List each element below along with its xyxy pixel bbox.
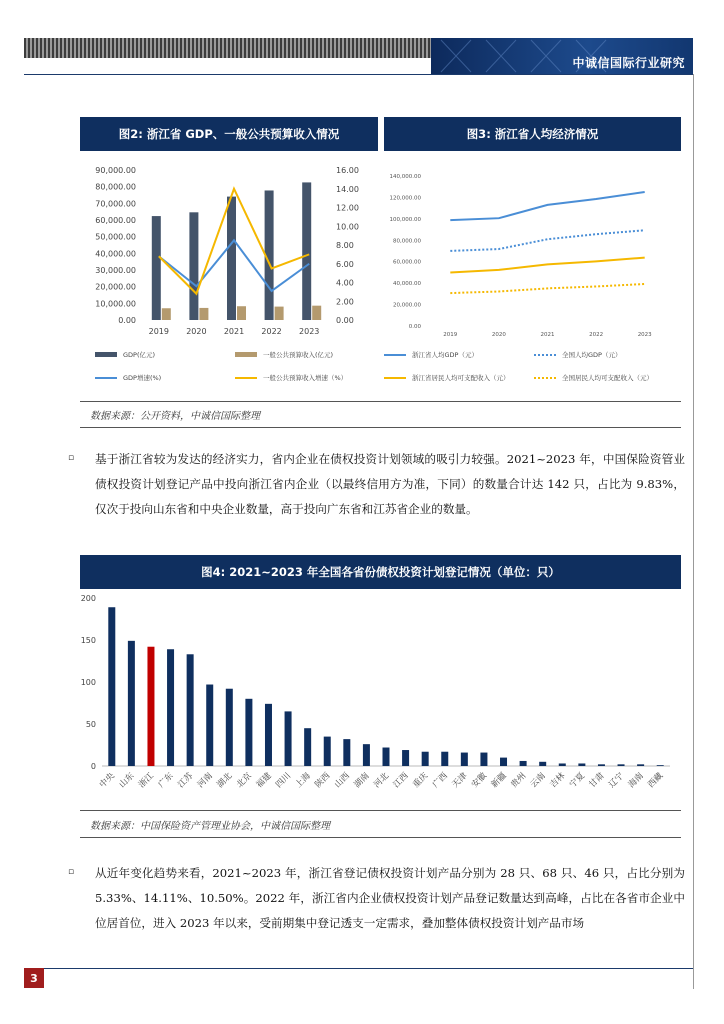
gdp-bar (302, 182, 311, 320)
province-bar (539, 762, 546, 766)
paragraph-1: 基于浙江省较为发达的经济实力，省内企业在债权投资计划领域的吸引力较强。2021~2023 年，中国保险资管业债权投资计划登记产品中投向浙江省内企业（以最终信用方为准，下同）的数量合计达 142 只，占比为 9.83%，仅次于投向山东省和中央企业数量，高于投向广东省和江苏省企业的数量。 (95, 452, 685, 516)
right-axis-tick: 16.00 (336, 166, 359, 175)
series-line-1 (450, 230, 644, 251)
x-tick-label: 2019 (148, 327, 169, 336)
province-bar (363, 744, 370, 766)
x-tick-label: 广西 (430, 771, 450, 791)
y-axis-tick: 0.00 (408, 324, 421, 330)
series-line-0 (450, 192, 644, 220)
x-tick-label: 湖南 (352, 771, 372, 791)
y-axis-tick: 200 (80, 594, 96, 603)
figure2-legend-gdp-growth (95, 373, 161, 382)
source-rule-bottom (80, 427, 681, 428)
x-tick-label: 重庆 (411, 771, 431, 791)
right-axis-tick: 6.00 (336, 259, 354, 269)
province-bar (147, 647, 154, 766)
x-tick-label: 四川 (274, 771, 294, 791)
province-bar (637, 764, 644, 766)
x-tick-label: 新疆 (489, 771, 509, 791)
figure3-legend-zj-gdp (384, 350, 478, 359)
x-tick-label: 中央 (97, 771, 117, 791)
header-stripe (24, 38, 431, 58)
revenue-bar (199, 308, 208, 320)
province-bar (383, 748, 390, 766)
y-axis-tick: 140,000.00 (389, 174, 421, 180)
x-tick-label: 河南 (195, 771, 215, 791)
province-bar (578, 763, 585, 766)
page-number: 3 (24, 968, 44, 988)
x-tick-label: 2020 (186, 327, 207, 336)
province-bar (520, 761, 527, 766)
revenue-bar (275, 307, 284, 320)
province-bar (618, 764, 625, 766)
x-tick-label: 辽宁 (607, 771, 627, 791)
legend-label: 全国人均GDP（元） (562, 351, 622, 359)
x-tick-label: 2023 (299, 327, 320, 336)
y-axis-tick: 0 (90, 762, 96, 771)
x-tick-label: 甘肃 (587, 771, 607, 791)
x-tick-label: 北京 (234, 771, 255, 791)
x-tick-label: 2020 (491, 332, 506, 338)
province-bar (167, 649, 174, 766)
province-bar (500, 758, 507, 766)
legend-label: GDP(亿元) (123, 351, 156, 359)
x-tick-label: 2021 (223, 327, 245, 336)
province-bar (245, 699, 252, 766)
x-tick-label: 湖北 (215, 771, 235, 791)
legend-label: 全国居民人均可支配收入（元） (562, 374, 653, 382)
gdp-bar (152, 216, 161, 320)
x-tick-label: 福建 (254, 771, 274, 791)
province-bar (226, 689, 233, 766)
y-axis-tick: 40,000.00 (393, 281, 421, 288)
province-bar (285, 711, 292, 766)
left-axis-tick: 10,000.00 (95, 299, 136, 309)
x-tick-label: 2021 (540, 332, 555, 338)
series-line-3 (450, 284, 644, 293)
revenue-bar (162, 308, 171, 320)
figure2-legend-revenue-growth (235, 373, 347, 382)
figure4-source: 数据来源：中国保险资产管理业协会，中诚信国际整理 (90, 821, 330, 832)
province-bar (324, 737, 331, 766)
province-bar (402, 750, 409, 766)
y-axis-tick: 80,000.00 (393, 238, 421, 245)
figure2-chart (80, 158, 378, 348)
right-axis-tick: 12.00 (336, 203, 359, 213)
left-axis-tick: 90,000.00 (95, 166, 136, 175)
header-rule (24, 74, 693, 75)
legend-label: 浙江省居民人均可支配收入（元） (412, 374, 510, 382)
x-tick-label: 贵州 (509, 771, 529, 791)
x-tick-label: 山西 (332, 771, 352, 791)
x-tick-label: 西藏 (646, 771, 666, 791)
right-axis-tick: 2.00 (336, 297, 354, 307)
left-axis-tick: 80,000.00 (95, 182, 136, 192)
figure4-chart (80, 592, 681, 804)
revenue-bar (312, 306, 321, 320)
province-bar (657, 765, 664, 766)
y-axis-tick: 100 (80, 678, 96, 687)
x-tick-label: 宁夏 (567, 771, 587, 791)
figure3-legend-cn-income (534, 373, 653, 382)
province-bar (559, 763, 566, 766)
province-bar (441, 752, 448, 766)
right-axis-tick: 0.00 (336, 316, 354, 325)
x-tick-label: 吉林 (548, 771, 568, 791)
x-tick-label: 山东 (117, 771, 137, 791)
right-margin-rule (693, 74, 694, 989)
company-name: 中诚信国际行业研究 (572, 56, 685, 70)
left-axis-tick: 70,000.00 (95, 199, 136, 209)
left-axis-tick: 50,000.00 (95, 232, 136, 242)
figure3-chart (384, 158, 681, 348)
x-tick-label: 江苏 (176, 771, 196, 791)
province-bar (598, 764, 605, 766)
y-axis-tick: 60,000.00 (393, 259, 421, 266)
right-axis-tick: 8.00 (336, 241, 354, 250)
x-tick-label: 陕西 (313, 771, 333, 791)
bullet-marker: ▫ (68, 453, 75, 463)
footer-rule (24, 968, 693, 969)
x-tick-label: 云南 (528, 771, 548, 791)
x-tick-label: 浙江 (136, 771, 157, 791)
right-axis-tick: 10.00 (336, 222, 359, 232)
province-bar (461, 753, 468, 766)
province-bar (265, 704, 272, 766)
province-bar (304, 728, 311, 766)
province-bar (206, 685, 213, 766)
province-bar (128, 641, 135, 766)
legend-label: GDP增速(%) (123, 374, 162, 382)
left-axis-tick: 0.00 (118, 316, 136, 325)
figure2-title: 图2: 浙江省 GDP、一般公共预算收入情况 (80, 117, 378, 151)
y-axis-tick: 150 (80, 636, 96, 645)
x-tick-label: 2022 (589, 332, 604, 338)
x-tick-label: 河北 (372, 771, 392, 791)
province-bar (343, 739, 350, 766)
gdp-bar (189, 212, 198, 320)
figure3-legend-zj-income (384, 373, 510, 382)
series-line-2 (450, 258, 644, 273)
source-rule-top (80, 401, 681, 402)
x-tick-label: 广东 (156, 771, 176, 791)
figure3-legend-cn-gdp (534, 350, 621, 359)
x-tick-label: 天津 (450, 771, 470, 791)
left-axis-tick: 20,000.00 (95, 282, 136, 292)
x-tick-label: 2019 (443, 332, 458, 338)
province-bar (108, 607, 115, 766)
x-tick-label: 上海 (293, 771, 313, 791)
y-axis-tick: 120,000.00 (389, 195, 421, 202)
legend-label: 一般公共预算收入(亿元) (263, 351, 334, 359)
figure4-title: 图4: 2021~2023 年全国各省份债权投资计划登记情况（单位：只） (80, 555, 681, 589)
bullet-marker: ▫ (68, 867, 75, 877)
x-tick-label: 安徽 (469, 771, 490, 791)
x-tick-label: 海南 (626, 771, 646, 791)
legend-label: 一般公共预算收入增速（%） (263, 374, 348, 382)
y-axis-tick: 20,000.00 (393, 302, 421, 309)
x-tick-label: 江西 (391, 771, 411, 791)
province-bar (187, 654, 194, 766)
source-rule-bottom (80, 837, 681, 838)
x-tick-label: 2023 (637, 332, 652, 338)
left-axis-tick: 40,000.00 (95, 249, 136, 259)
gdp-bar (227, 197, 236, 320)
source-rule-top (80, 810, 681, 811)
figure2-3-source: 数据来源：公开资料，中诚信国际整理 (90, 411, 260, 422)
legend-label: 浙江省人均GDP（元） (412, 351, 478, 359)
right-axis-tick: 4.00 (336, 278, 354, 288)
left-axis-tick: 60,000.00 (95, 216, 136, 225)
y-axis-tick: 100,000.00 (389, 216, 421, 223)
figure2-legend-gdp (95, 350, 155, 359)
province-bar (422, 752, 429, 766)
y-axis-tick: 50 (85, 720, 96, 729)
left-axis-tick: 30,000.00 (95, 266, 136, 275)
figure3-title: 图3: 浙江省人均经济情况 (384, 117, 681, 151)
revenue-bar (237, 306, 246, 320)
paragraph-2: 从近年变化趋势来看，2021~2023 年，浙江省登记债权投资计划产品分别为 28 只、68 只、46 只，占比分别为 5.33%、14.11%、10.50%。2022 年，浙江省内企业债权投资计划产品登记数量达到高峰，占比在各省市企业中位居首位，进入 2023 年以来，受前期集中登记透支一定需求，叠加整体债权投资计划产品市场 (95, 866, 686, 930)
header-banner (431, 38, 693, 74)
province-bar (480, 753, 487, 766)
x-tick-label: 2022 (261, 327, 282, 336)
right-axis-tick: 14.00 (336, 184, 359, 194)
figure2-legend-revenue (235, 350, 333, 359)
